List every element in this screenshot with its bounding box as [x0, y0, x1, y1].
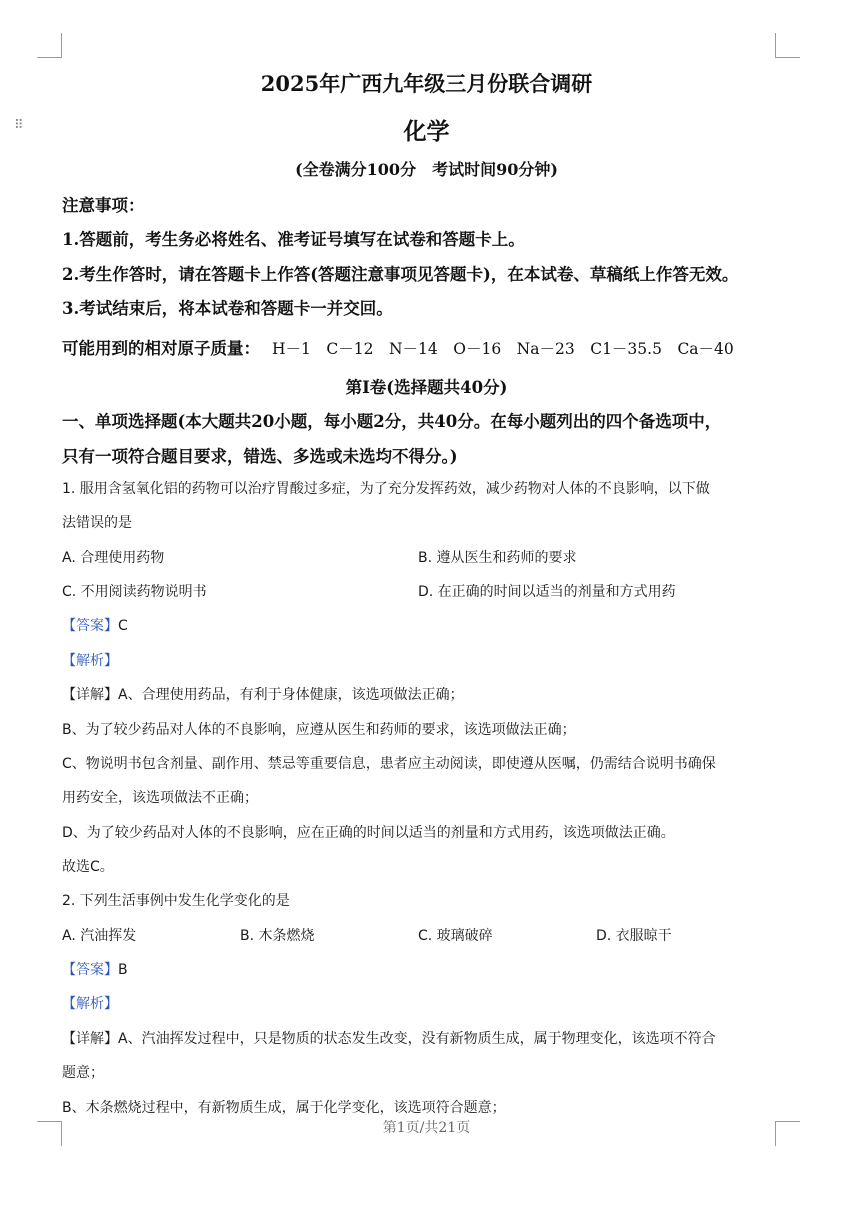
page-number: 第1页/共21页: [382, 1120, 471, 1136]
q1-stem-line2: 法错误的是: [62, 515, 132, 531]
atomic-mass-line: [62, 335, 734, 359]
q1-conclusion: 故选C。: [62, 859, 114, 875]
q1-answer: [62, 615, 128, 635]
q1-option-a: A. 合理使用药物: [62, 550, 165, 566]
section-instruction-2: 只有一项符合题目要求，错选、多选或未选均不得分。): [62, 447, 458, 466]
q1-stem-line1: 1. 服用含氢氧化铝的药物可以治疗胃酸过多症，为了充分发挥药效，减少药物对人体的不良影响，以下做: [62, 481, 710, 497]
atomic-mass-label: 可能用到的相对原子质量：: [62, 339, 260, 358]
q2-detail-line1: [62, 1028, 716, 1048]
detail-tag: 【详解】: [62, 687, 118, 703]
q1-detail-text-a: A、合理使用药品，有利于身体健康，该选项做法正确；: [118, 687, 464, 703]
q1-analysis-tag: 【解析】: [62, 653, 118, 669]
q1-detail-line2: B、为了较少药品对人体的不良影响，应遵从医生和药师的要求，该选项做法正确；: [62, 722, 576, 738]
detail-tag: 【详解】: [62, 1031, 118, 1047]
q1-detail-line5: D、为了较少药品对人体的不良影响，应在正确的时间以适当的剂量和方式用药，该选项做法正确。: [62, 825, 675, 841]
q2-option-c: C. 玻璃破碎: [418, 928, 493, 944]
q2-stem: 2. 下列生活事例中发生化学变化的是: [62, 893, 290, 909]
crop-mark-top-left: [37, 33, 62, 58]
q1-option-b: B. 遵从医生和药师的要求: [418, 550, 577, 566]
q1-option-c: C. 不用阅读药物说明书: [62, 584, 207, 600]
answer-tag: 【答案】: [62, 618, 118, 634]
answer-tag: 【答案】: [62, 962, 118, 978]
section-instruction-1: 一、单项选择题(本大题共20小题，每小题2分，共40分。在每小题列出的四个备选项中，: [62, 412, 722, 431]
q2-option-d: D. 衣服晾干: [596, 928, 672, 944]
q2-answer-value: B: [118, 962, 128, 978]
note-item-2: 2.考生作答时，请在答题卡上作答(答题注意事项见答题卡)，在本试卷、草稿纸上作答无效。: [62, 265, 739, 284]
q2-analysis-tag: 【解析】: [62, 996, 118, 1012]
atomic-mass-values: H－1 C－12 N－14 O－16 Na－23 C1－35.5 Ca－40: [272, 340, 734, 358]
q2-detail-text-a: A、汽油挥发过程中，只是物质的状态发生改变，没有新物质生成，属于物理变化，该选项不符合: [118, 1031, 716, 1047]
q2-option-b: B. 木条燃烧: [240, 928, 315, 944]
q1-detail-line4: 用药安全，该选项做法不正确；: [62, 790, 258, 806]
crop-mark-top-right: [775, 33, 800, 58]
exam-info: (全卷满分100分 考试时间90分钟): [295, 160, 558, 179]
q1-option-d: D. 在正确的时间以适当的剂量和方式用药: [418, 584, 676, 600]
q2-detail-line3: B、木条燃烧过程中，有新物质生成，属于化学变化，该选项符合题意；: [62, 1100, 506, 1116]
drag-handle-icon[interactable]: ⠿: [14, 118, 23, 133]
q1-detail-line1: [62, 684, 464, 704]
page-title: 2025年广西九年级三月份联合调研: [260, 71, 593, 96]
q2-option-a: A. 汽油挥发: [62, 928, 137, 944]
q2-detail-line2: 题意；: [62, 1065, 104, 1081]
section-title: 第Ⅰ卷(选择题共40分): [345, 378, 508, 397]
notes-heading: 注意事项：: [62, 196, 145, 215]
note-item-3: 3.考试结束后，将本试卷和答题卡一并交回。: [62, 299, 393, 318]
q1-detail-line3: C、物说明书包含剂量、副作用、禁忌等重要信息，患者应主动阅读，即使遵从医嘱，仍需结合说明书确保: [62, 756, 716, 772]
q1-answer-value: C: [118, 618, 128, 634]
q2-answer: [62, 959, 128, 979]
note-item-1: 1.答题前，考生务必将姓名、准考证号填写在试卷和答题卡上。: [62, 230, 525, 249]
subject-title: 化学: [403, 118, 450, 145]
